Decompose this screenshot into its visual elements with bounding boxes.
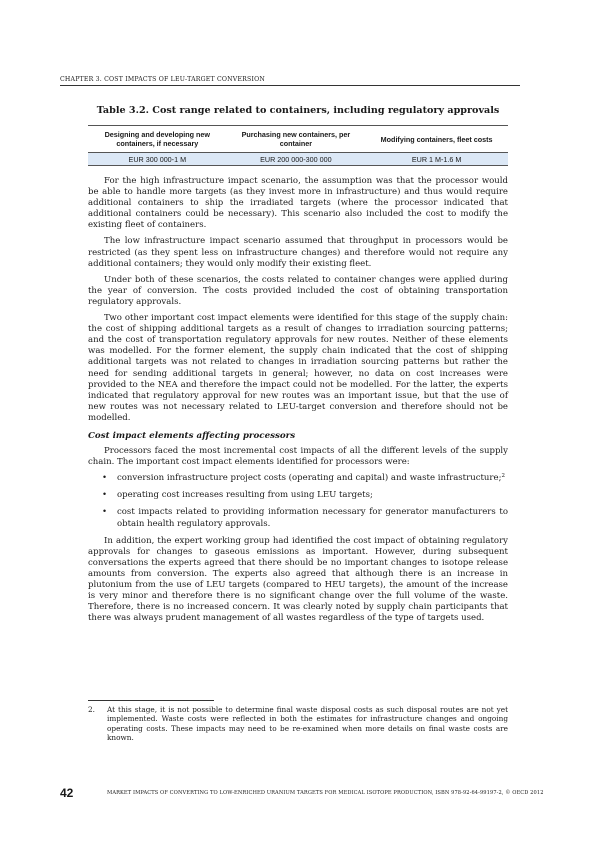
section-intro: Processors faced the most incremental cost impacts of all the different levels of the supply chain. The important cost impact elements identified for processors were:	[88, 446, 508, 468]
section-heading: Cost impact elements affecting processors	[88, 430, 296, 441]
footnote-number: 2.	[88, 705, 95, 714]
body-text	[88, 176, 508, 629]
page-number: 42	[60, 786, 74, 800]
list-item	[88, 473, 508, 484]
bullet-icon: •	[102, 507, 108, 518]
paragraph: For the high infrastructure impact scenario, the assumption was that the processor would be able to handle more targets (as they invest more in infrastructure) and thus would require additional containers to ship the irradiated targets (where the processor indicated that additional containers could be necessary). This scenario also included the cost to modify the existing fleet of containers.	[88, 176, 508, 231]
list-item	[88, 507, 508, 529]
footnote-divider	[88, 700, 214, 701]
table-title: Table 3.2. Cost range related to containers, including regulatory approvals	[96, 105, 500, 116]
table-header-purchasing: Purchasing new containers, per container	[227, 126, 366, 153]
table-cell-designing: EUR 300 000-1 M	[88, 153, 227, 166]
paragraph: Under both of these scenarios, the costs related to container changes were applied during the year of conversion. The costs provided included the cost of obtaining transportation regulatory approvals.	[88, 274, 508, 307]
cost-range-table	[88, 125, 508, 166]
table-header-designing: Designing and developing new containers, if necessary	[88, 126, 227, 153]
footnote	[88, 705, 508, 743]
list-item-text: cost impacts related to providing information necessary for generator manufacturers to obtain health regulatory approvals.	[117, 507, 508, 529]
footnote-text: At this stage, it is not possible to determine final waste disposal costs as such disposal routes are not yet implemented. Waste costs were reflected in both the estimates for infrastructure changes and ongoing operating costs. These impacts may need to be re-examined when more details on final waste costs are known.	[107, 705, 508, 743]
footnote-marker: 2	[501, 473, 505, 480]
list-item	[88, 490, 508, 501]
paragraph: The low infrastructure impact scenario assumed that throughput in processors would be restricted (as they spent less on infrastructure changes) and therefore would not require any additional containers; they would only modify their existing fleet.	[88, 236, 508, 269]
paragraph: Two other important cost impact elements were identified for this stage of the supply chain: the cost of shipping additional targets as a result of changes to irradiation sourcing patterns; and the cost of transportation regulatory approvals for new routes. Neither of these elements was modelled. For the former element, the supply chain indicated that the cost of shipping additional targets was not related to changes in irradiation sourcing patterns but rather the need for sending additional targets in general; however, no data on cost increases were provided to the NEA and therefore the impact could not be modelled. For the latter, the experts indicated that regulatory approval for new routes was an important issue, but that the use of new routes was not necessary related to LEU-target conversion and therefore should not be modelled.	[88, 313, 508, 423]
running-foot: MARKET IMPACTS OF CONVERTING TO LOW-ENRICHED URANIUM TARGETS FOR MEDICAL ISOTOPE PRODUCTION, ISBN 978-92-64-99197-2, © OECD 2012	[107, 790, 544, 796]
table-header-modifying: Modifying containers, fleet costs	[365, 126, 508, 153]
bullet-list	[88, 473, 508, 529]
bullet-icon: •	[102, 490, 108, 501]
list-item-text: conversion infrastructure project costs (operating and capital) and waste infrastructure;	[117, 473, 502, 484]
list-item-text: operating cost increases resulting from using LEU targets;	[117, 490, 373, 501]
table-cell-modifying: EUR 1 M-1.6 M	[365, 153, 508, 166]
bullet-icon: •	[102, 473, 108, 484]
table-header-row	[88, 126, 508, 153]
table-row	[88, 153, 508, 166]
closing-paragraph: In addition, the expert working group had identified the cost impact of obtaining regulatory approvals for changes to gaseous emissions as important. However, during subsequent conversations the experts agreed that there should be no important changes to isotope release amounts from conversion. The experts also agreed that although there is an increase in plutonium from the use of LEU targets (compared to HEU targets), the amount of the increase is very minor and therefore there is no significant change over the full volume of the waste. Therefore, there is no increased concern. It was clearly noted by supply chain participants that there was always prudent management of all wastes regardless of the type of targets used.	[88, 535, 508, 624]
table-cell-purchasing: EUR 200 000-300 000	[227, 153, 366, 166]
running-head: CHAPTER 3. COST IMPACTS OF LEU-TARGET CONVERSION	[60, 76, 520, 86]
